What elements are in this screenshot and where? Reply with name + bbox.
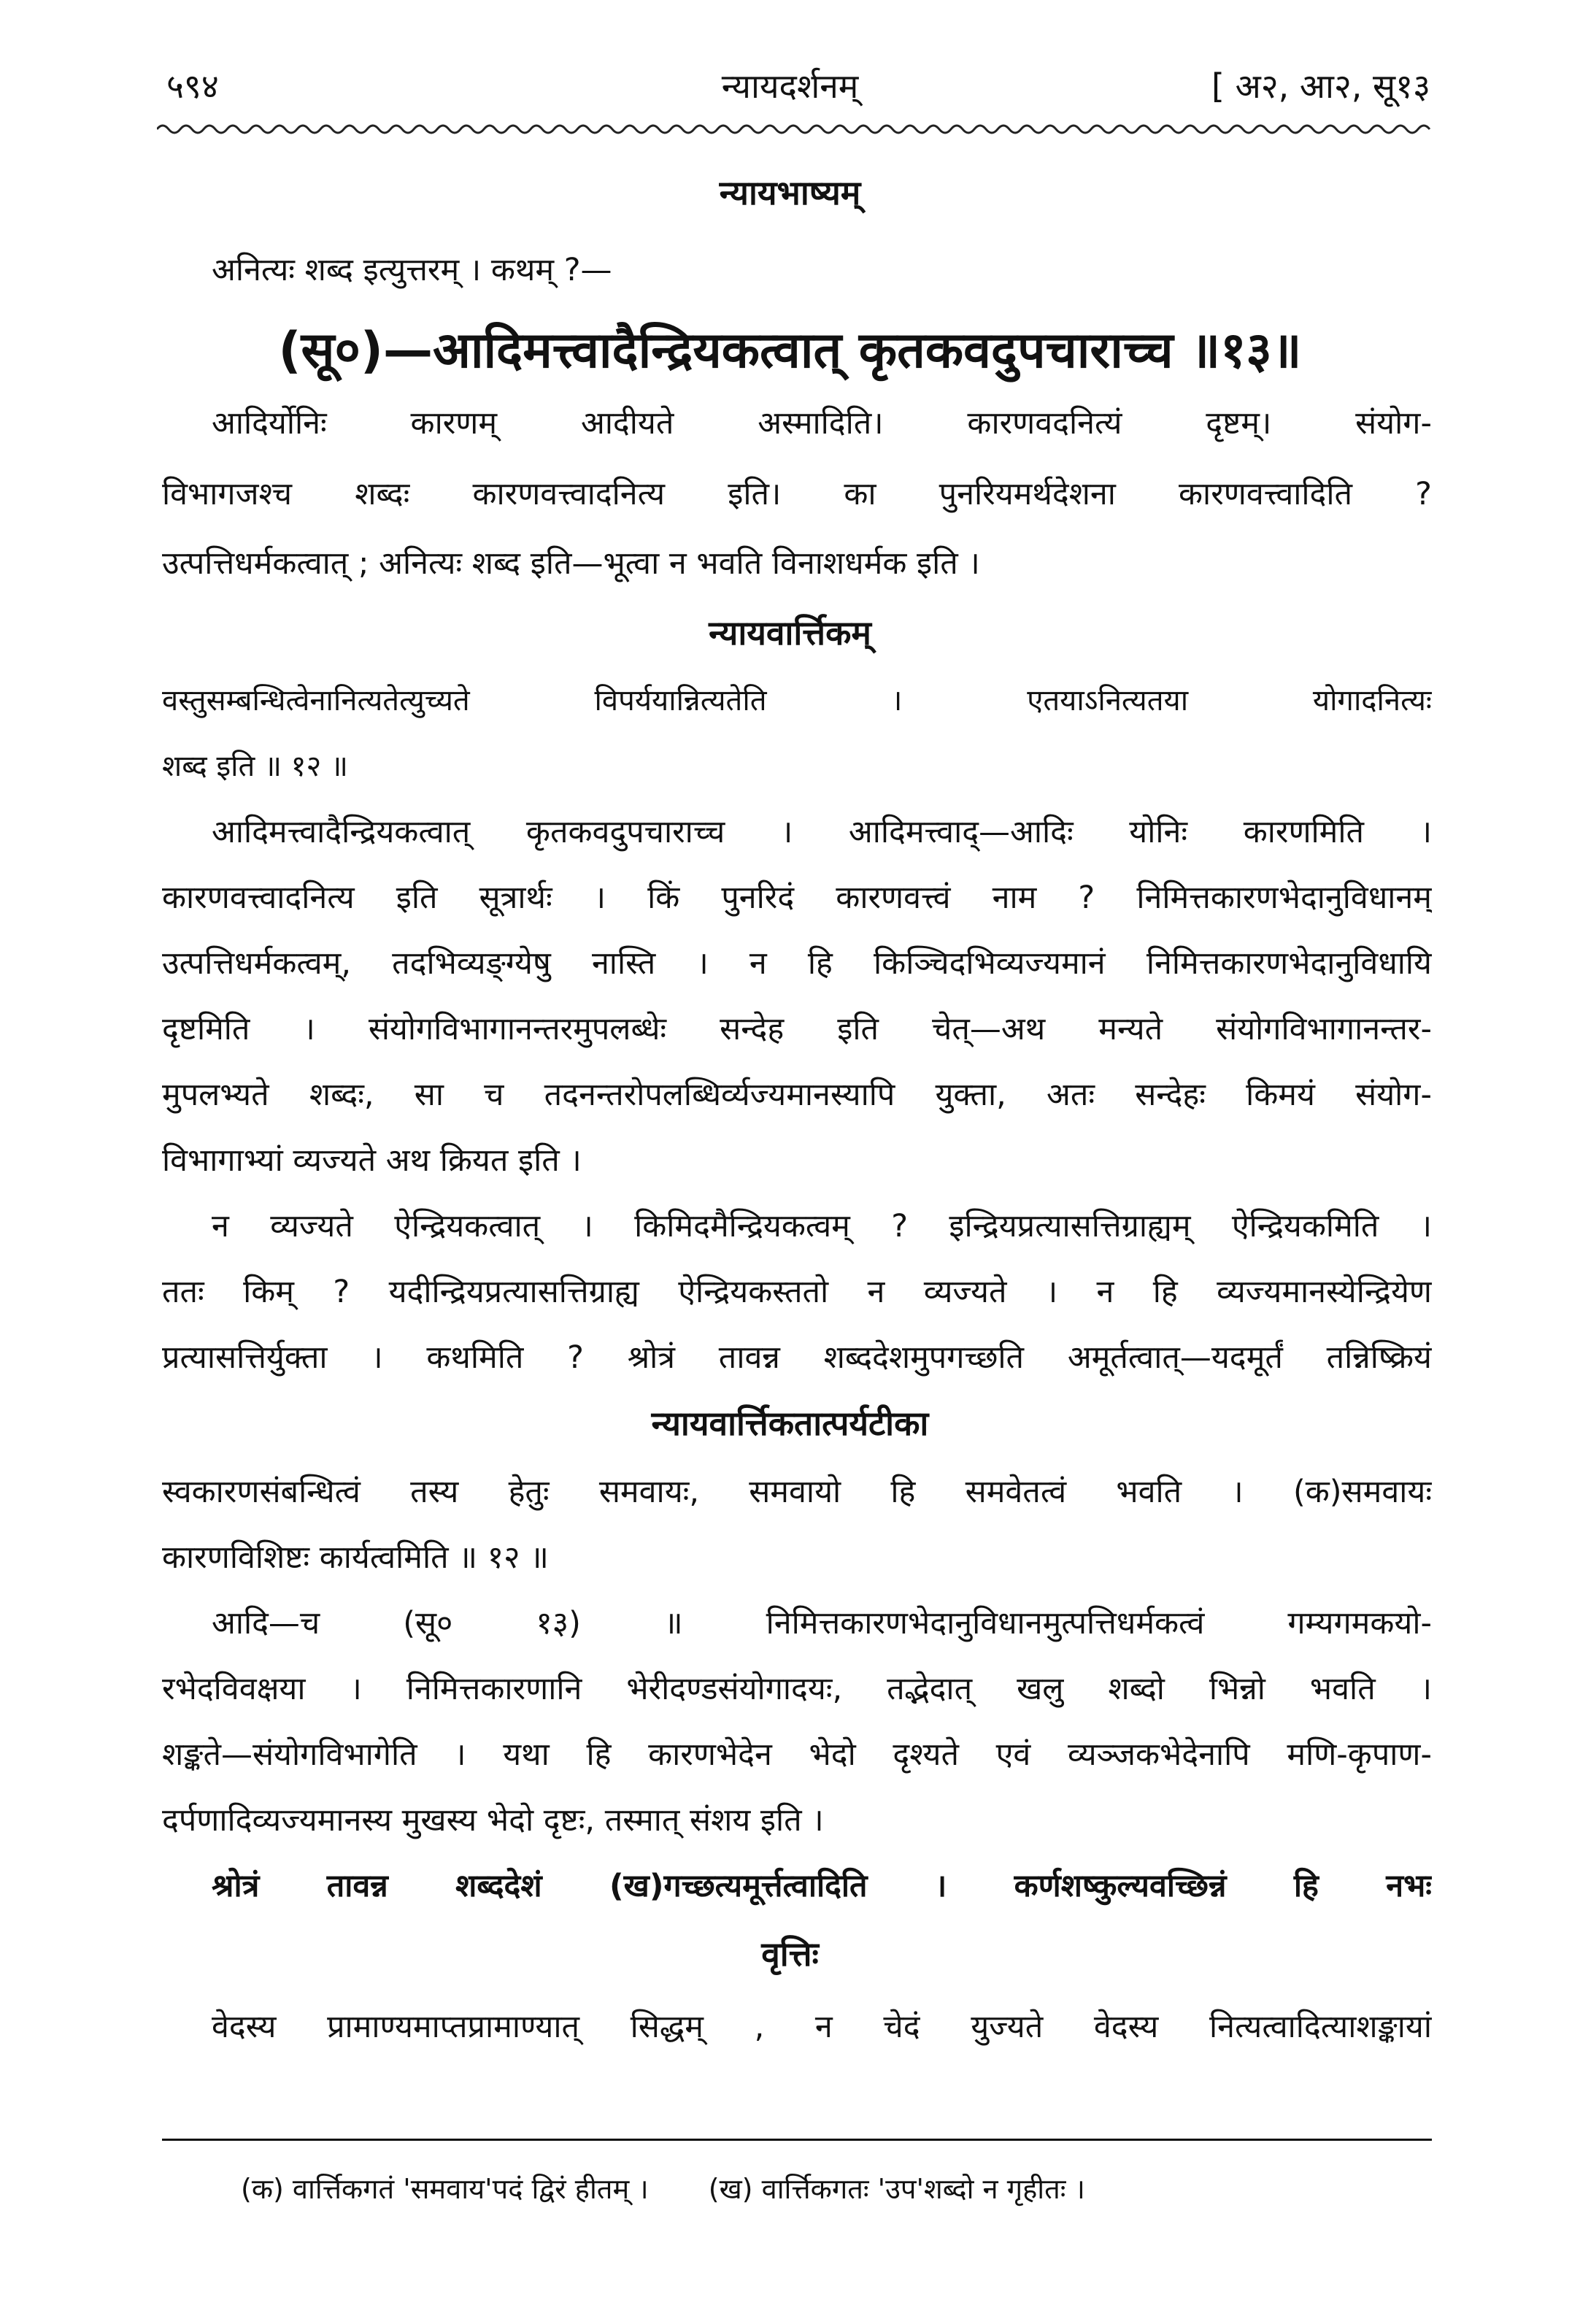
varttika-line: कारणवत्त्वादनित्य इति सूत्रार्थः । किं पुनरिदं कारणवत्त्वं नाम ? निमित्तकारणभेदानुविधानम् <box>162 880 1432 916</box>
tatparya-line: शङ्कते—संयोगविभागेति । यथा हि कारणभेदेन भेदो दृश्यते एवं व्यञ्जकभेदेनापि मणि-कृपाण- <box>162 1736 1432 1773</box>
tatparya-line: दर्पणादिव्यज्यमानस्य मुखस्य भेदो दृष्टः, तस्मात् संशय इति । <box>162 1802 824 1839</box>
wavy-divider <box>157 120 1441 138</box>
chapter-reference: [ अ२, आ२, सू१३ <box>1211 66 1430 106</box>
tatparya-line: स्वकारणसंबन्धित्वं तस्य हेतुः समवायः, समवायो हि समवेतत्वं भवति । (क)समवायः <box>162 1474 1432 1510</box>
vritti-line: वेदस्य प्रामाण्यमाप्तप्रामाण्यात् सिद्धम् , न चेदं युज्यते वेदस्य नित्यत्वादित्याशङ्कायां <box>212 2009 1432 2045</box>
varttika-line: प्रत्यासत्तिर्युक्ता । कथमिति ? श्रोत्रं तावन्न शब्ददेशमुपगच्छति अमूर्तत्वात्—यदमूर्तं तन्निष्क्रियं <box>162 1339 1432 1376</box>
varttika-line: विभागाभ्यां व्यज्यते अथ क्रियत इति । <box>162 1142 582 1179</box>
heading-varttika: न्यायवार्त्तिकम् <box>709 613 871 653</box>
tatparya-line: आदि—च (सू० १३) ॥ निमित्तकारणभेदानुविधानमुत्पत्तिधर्मकत्वं गम्यगमकयो- <box>212 1605 1432 1642</box>
varttika-line: ततः किम् ? यदीन्द्रियप्रत्यासत्तिग्राह्य ऐन्द्रियकस्ततो न व्यज्यते । न हि व्यज्यमानस्येन्द्रियेण <box>162 1274 1432 1310</box>
varttika-line: आदिमत्त्वादैन्द्रियकत्वात् कृतकवदुपचाराच्च । आदिमत्त्वाद्—आदिः योनिः कारणमिति । <box>212 814 1432 850</box>
tatparya-line: श्रोत्रं तावन्न शब्ददेशं (ख)गच्छत्यमूर्त्तत्वादिति । कर्णशष्कुल्यवच्छिन्नं हि नभः <box>212 1868 1432 1904</box>
page-number: ५९४ <box>166 66 219 106</box>
varttika-line: मुपलभ्यते शब्दः, सा च तदनन्तरोपलब्धिर्व्यज्यमानस्यापि युक्ता, अतः सन्देहः किमयं संयोग- <box>162 1077 1432 1113</box>
varttika-intro-line: वस्तुसम्बन्धित्वेनानित्यतेत्युच्यते विपर्ययान्नित्यतेति । एतयाऽनित्यतया योगादनित्यः <box>162 684 1432 717</box>
heading-tatparya: न्यायवार्त्तिकतात्पर्यटीका <box>651 1404 929 1443</box>
footnote-rule <box>162 2139 1432 2141</box>
varttika-intro-line: शब्द इति ॥ १२ ॥ <box>162 750 348 783</box>
bhashya-line: विभागजश्च शब्दः कारणवत्त्वादनित्य इति। का पुनरियमर्थदेशना कारणवत्त्वादिति ? <box>162 476 1432 512</box>
footnotes <box>241 2169 1136 2207</box>
footnote-ka: (क) वार्त्तिकगतं 'समवाय'पदं द्विरं हीतम् । <box>241 2173 649 2205</box>
bhashya-line: उत्पत्तिधर्मकत्वात् ; अनित्यः शब्द इति—भूत्वा न भवति विनाशधर्मक इति । <box>162 545 980 582</box>
footnote-kha: (ख) वार्त्तिकगतः 'उप'शब्दो न गृहीतः । <box>708 2173 1085 2205</box>
bhashya-intro: अनित्यः शब्द इत्युत्तरम् । कथम् ?— <box>212 252 612 288</box>
varttika-line: उत्पत्तिधर्मकत्वम्, तदभिव्यङ्ग्येषु नास्ति । न हि किञ्चिदभिव्यज्यमानं निमित्तकारणभेदानुविधायि <box>162 945 1432 982</box>
bhashya-line: आदिर्योनिः कारणम् आदीयते अस्मादिति। कारणवदनित्यं दृष्टम्। संयोग- <box>212 405 1432 442</box>
varttika-line: दृष्टमिति । संयोगविभागानन्तरमुपलब्धेः सन्देह इति चेत्—अथ मन्यते संयोगविभागानन्तर- <box>162 1011 1432 1047</box>
heading-bhashya: न्यायभाष्यम् <box>719 173 861 212</box>
varttika-line: न व्यज्यते ऐन्द्रियकत्वात् । किमिदमैन्द्रियकत्वम् ? इन्द्रियप्रत्यासत्तिग्राह्यम् ऐन्द्रियकमिति । <box>212 1208 1432 1244</box>
sutra-text: (सू०)—आदिमत्त्वादैन्द्रियकत्वात् कृतकवदुपचाराच्च ॥१३॥ <box>278 322 1302 380</box>
running-title: न्यायदर्शनम् <box>721 66 859 106</box>
heading-vritti: वृत्तिः <box>761 1934 819 1974</box>
tatparya-line: रभेदविवक्षया । निमित्तकारणानि भेरीदण्डसंयोगादयः, तद्भेदात् खलु शब्दो भिन्नो भवति । <box>162 1671 1432 1707</box>
tatparya-line: कारणविशिष्टः कार्यत्वमिति ॥ १२ ॥ <box>162 1539 549 1576</box>
